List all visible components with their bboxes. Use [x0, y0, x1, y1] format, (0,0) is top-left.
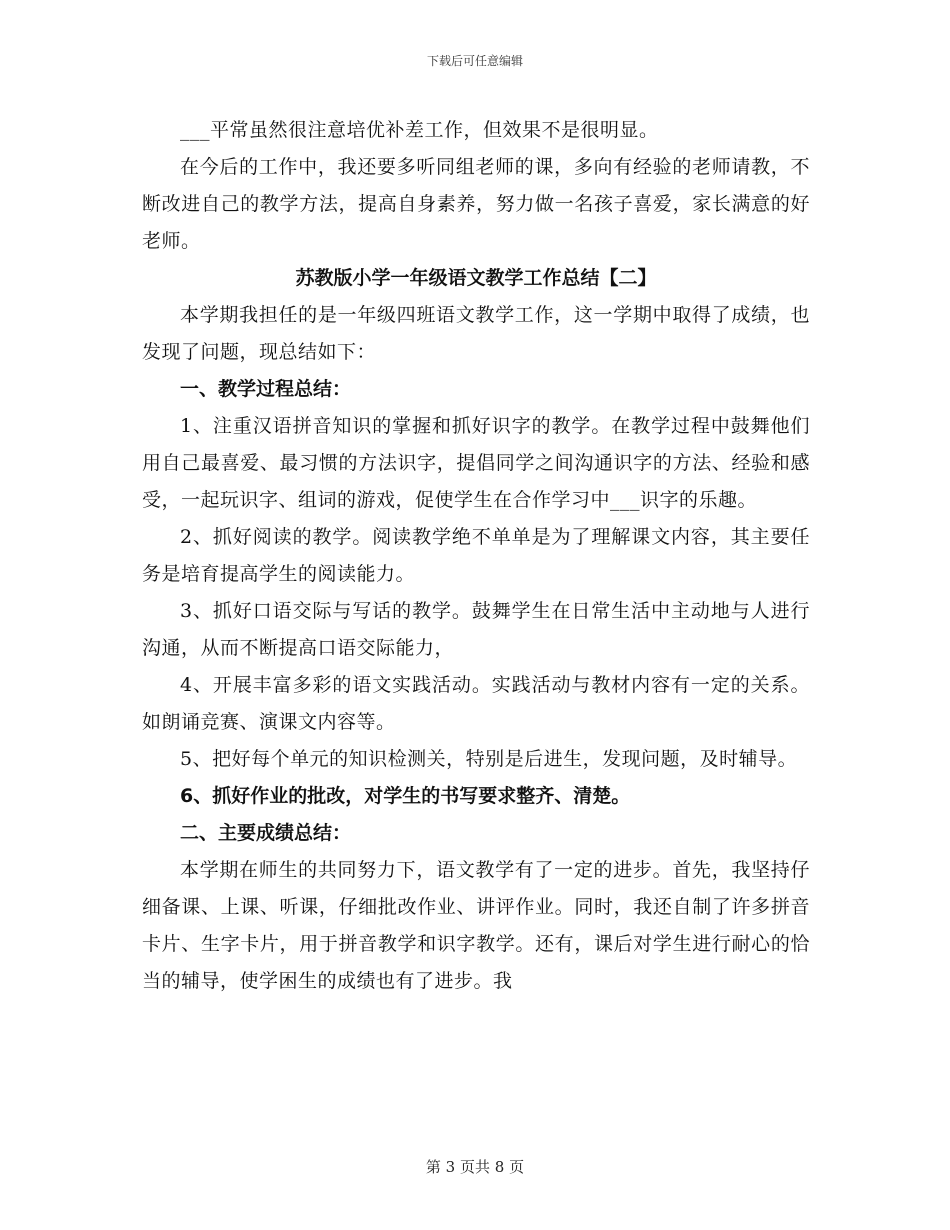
paragraph-2: 在今后的工作中，我还要多听同组老师的课，多向有经验的老师请教，不断改进自己的教学方法，提高自身素养，努力做一名孩子喜爱，家长满意的好老师。: [142, 156, 810, 252]
heading-teaching-process: 一、教学过程总结：: [180, 378, 352, 400]
section-title: 苏教版小学一年级语文教学工作总结【二】: [295, 267, 657, 289]
heading-main-achievements: 二、主要成绩总结：: [180, 822, 352, 844]
paragraph-item-2: 2、抓好阅读的教学。阅读教学绝不单单是为了理解课文内容，其主要任务是培育提高学生的阅读能力。: [142, 526, 810, 585]
document-body: [142, 112, 810, 1000]
paragraph-item-3: 3、抓好口语交际与写话的教学。鼓舞学生在日常生活中主动地与人进行沟通，从而不断提高口语交际能力，: [142, 600, 810, 659]
paragraph-item-4: 4、开展丰富多彩的语文实践活动。实践活动与教材内容有一定的关系。如朗诵竞赛、演课文内容等。: [142, 674, 810, 733]
paragraph-item-5: 5、把好每个单元的知识检测关，特别是后进生，发现问题，及时辅导。: [180, 748, 798, 770]
paragraph-3: 本学期我担任的是一年级四班语文教学工作，这一学期中取得了成绩，也发现了问题，现总结如下：: [142, 304, 810, 363]
header-note: 下载后可任意编辑: [426, 54, 523, 68]
paragraph-1: ___平常虽然很注意培优补差工作，但效果不是很明显。: [180, 119, 659, 141]
page-number: 第 3 页共 8 页: [425, 1158, 525, 1176]
paragraph-item-6-bold: 6、抓好作业的批改，对学生的书写要求整齐、清楚。: [180, 785, 631, 807]
paragraph-achievements: 本学期在师生的共同努力下，语文教学有了一定的进步。首先，我坚持仔细备课、上课、听课，仔细批改作业、讲评作业。同时，我还自制了许多拼音卡片、生字卡片，用于拼音教学和识字教学。还有，课后对学生进行耐心的恰当的辅导，使学困生的成绩也有了进步。我: [142, 859, 810, 992]
paragraph-item-1: 1、注重汉语拼音知识的掌握和抓好识字的教学。在教学过程中鼓舞他们用自己最喜爱、最习惯的方法识字，提倡同学之间沟通识字的方法、经验和感受，一起玩识字、组词的游戏，促使学生在合作学习中___识字的乐趣。: [142, 415, 810, 511]
